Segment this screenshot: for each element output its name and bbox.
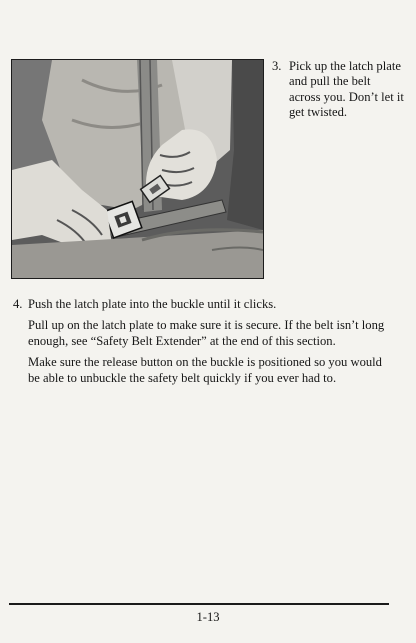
step-3-text: Pick up the latch plate and pull the belt across you. Don’t let it get twisted. bbox=[289, 59, 404, 120]
seat-belt-latch-icon bbox=[12, 60, 263, 278]
step-3 bbox=[272, 59, 404, 121]
step-4-text: Push the latch plate into the buckle until it clicks. bbox=[28, 297, 277, 311]
step-4 bbox=[13, 297, 393, 386]
step-3-number: 3. bbox=[272, 59, 282, 73]
paragraph-release-button: Make sure the release button on the buckle is positioned so you would be able to unbuckle the safety belt quickly if you ever had to. bbox=[28, 355, 382, 385]
paragraph-latch-secure: Pull up on the latch plate to make sure it is secure. If the belt isn’t long enough, see “Safety Belt Extender” at the end of this section. bbox=[28, 318, 385, 348]
step-4-lead bbox=[13, 297, 393, 312]
step-4-number: 4. bbox=[13, 297, 23, 311]
seat-belt-latch-illustration bbox=[11, 59, 264, 279]
page-number: 1-13 bbox=[196, 610, 220, 624]
footer-rule bbox=[9, 603, 389, 605]
